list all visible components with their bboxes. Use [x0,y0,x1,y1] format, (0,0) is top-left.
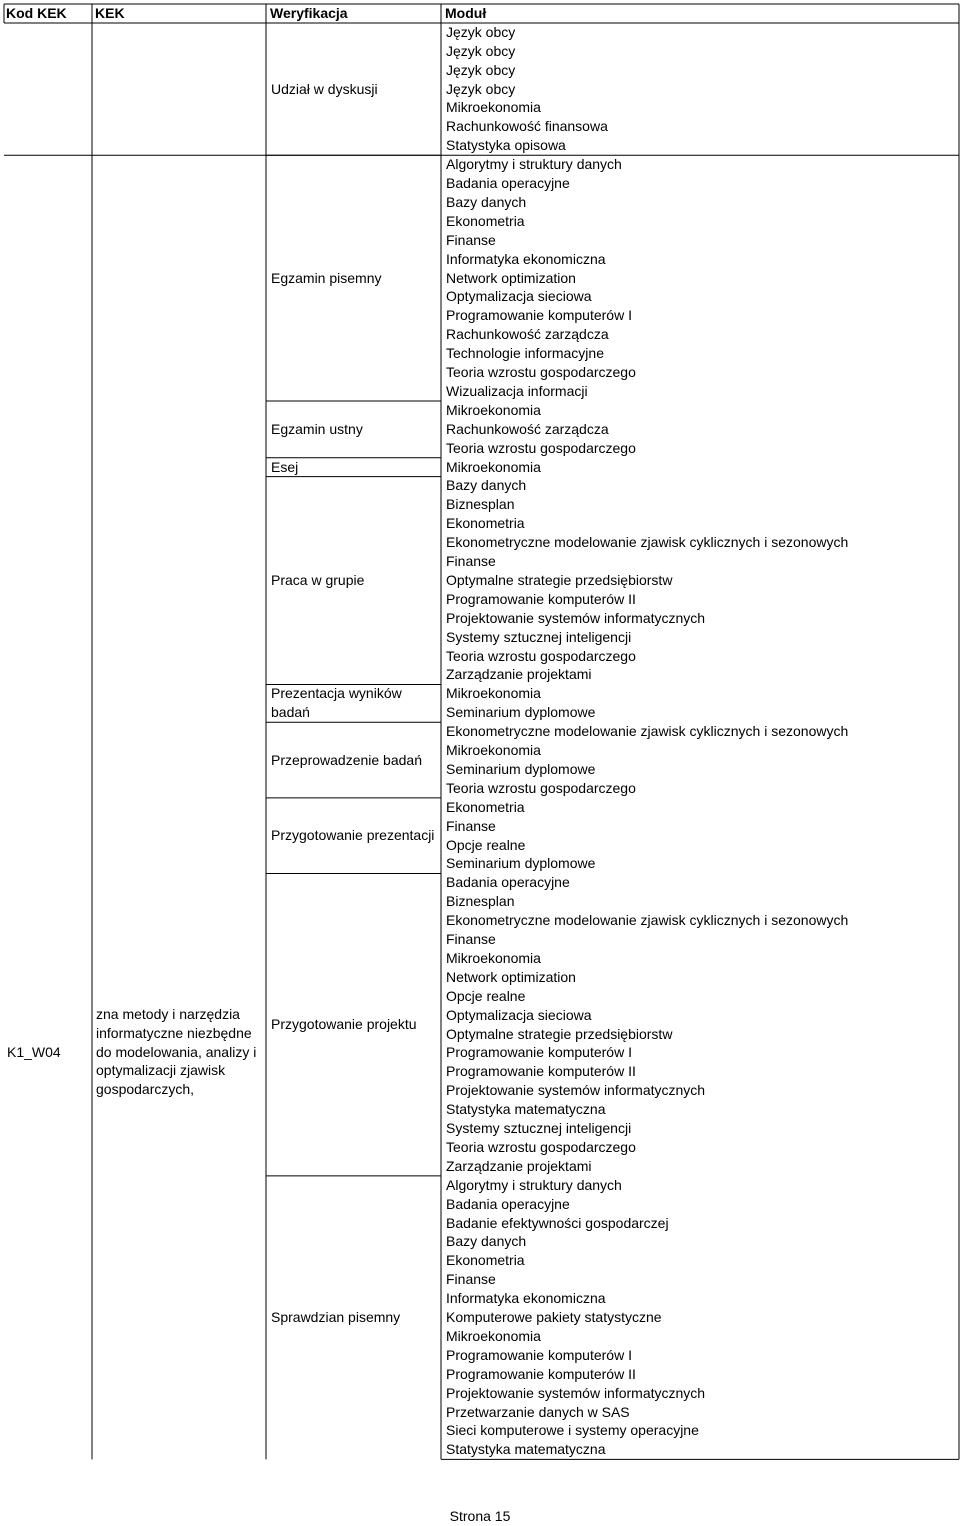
module-cell: Badanie efektywności gospodarczej [446,1214,669,1231]
module-cell: Teoria wzrostu gospodarczego [446,364,636,381]
module-cell: Optymalne strategie przedsiębiorstw [446,571,673,588]
module-cell: Systemy sztucznej inteligencji [446,1120,632,1137]
module-cell: Mikroekonomia [446,685,541,702]
module-cell: Projektowanie systemów informatycznych [446,1384,706,1401]
module-cell: Teoria wzrostu gospodarczego [446,1138,636,1155]
module-cell: Finanse [446,231,496,248]
module-cell: Mikroekonomia [446,401,541,418]
module-cell: Biznesplan [446,893,515,910]
module-cell: Algorytmy i struktury danych [446,156,622,173]
weryfikacja-cell: Egzamin pisemny [271,269,382,286]
module-cell: Badania operacyjne [446,175,570,192]
module-cell: Optymalizacja sieciowa [446,288,592,305]
module-cell: Programowanie komputerów II [446,1063,636,1080]
module-cell: Ekonometria [446,212,525,229]
module-cell: Finanse [446,1271,496,1288]
module-cell: Finanse [446,931,496,948]
module-cell: Programowanie komputerów I [446,1044,632,1061]
weryfikacja-cell: Egzamin ustny [271,420,363,437]
header-row [4,4,959,23]
module-cell: Mikroekonomia [446,1327,541,1344]
module-cell: Network optimization [446,269,576,286]
weryfikacja-cell: Prezentacja wyników badań [271,685,402,721]
module-cell: Teoria wzrostu gospodarczego [446,439,636,456]
header-modul: Moduł [445,5,487,21]
module-cell: Programowanie komputerów I [446,1346,632,1363]
module-cell: Mikroekonomia [446,742,541,759]
module-cell: Statystyka matematyczna [446,1441,606,1458]
header-weryfikacja: Weryfikacja [270,5,348,21]
header-kod-kek: Kod KEK [6,5,67,21]
weryfikacja-cell: Esej [271,458,299,475]
module-cell: Biznesplan [446,496,515,513]
weryfikacja-cell: Przygotowanie projektu [271,1016,417,1033]
page-number: Strona 15 [449,1508,511,1524]
module-cell: Wizualizacja informacji [446,382,588,399]
module-cell: Seminarium dyplomowe [446,704,596,721]
module-cell: Bazy danych [446,193,527,210]
module-cell: Rachunkowość finansowa [446,118,608,135]
module-cell: Informatyka ekonomiczna [446,250,606,267]
module-cell: Opcje realne [446,987,526,1004]
module-cell: Ekonometria [446,1252,525,1269]
module-cell: Statystyka matematyczna [446,1101,606,1118]
weryfikacja-cell: Praca w grupie [271,571,365,588]
module-cell: Zarządzanie projektami [446,1157,592,1174]
module-cell: Język obcy [446,80,516,97]
module-cell: Sieci komputerowe i systemy operacyjne [446,1422,699,1439]
module-cell: Ekonometria [446,515,525,532]
module-cell: Język obcy [446,23,516,40]
module-cell: Programowanie komputerów I [446,307,632,324]
module-cell: Mikroekonomia [446,949,541,966]
module-cell: Mikroekonomia [446,458,541,475]
module-cell: Systemy sztucznej inteligencji [446,628,632,645]
module-cell: Projektowanie systemów informatycznych [446,609,706,626]
module-cell: Ekonometryczne modelowanie zjawisk cyklicznych i sezonowych [446,912,849,929]
module-cell: Teoria wzrostu gospodarczego [446,647,636,664]
module-cell: Finanse [446,817,496,834]
module-cell: Statystyka opisowa [446,137,566,154]
module-cell: Seminarium dyplomowe [446,855,596,872]
module-cell: Rachunkowość zarządcza [446,326,609,343]
module-cell: Optymalne strategie przedsiębiorstw [446,1025,673,1042]
module-cell: Programowanie komputerów II [446,590,636,607]
module-cell: Teoria wzrostu gospodarczego [446,779,636,796]
module-cell: Algorytmy i struktury danych [446,1176,622,1193]
module-cell: Network optimization [446,968,576,985]
weryfikacja-cell: Przeprowadzenie badań [271,751,422,768]
header-kek: KEK [95,5,125,21]
module-cell: Komputerowe pakiety statystyczne [446,1309,662,1326]
module-cell: Badania operacyjne [446,1195,570,1212]
module-cell: Bazy danych [446,1233,527,1250]
weryfikacja-cell: Udział w dyskusji [271,80,378,97]
module-cell: Język obcy [446,42,516,59]
module-cell: Język obcy [446,61,516,78]
module-cell: Badania operacyjne [446,874,570,891]
weryfikacja-cell: Przygotowanie prezentacji [271,827,435,844]
module-cell: Rachunkowość zarządcza [446,420,609,437]
module-cell: Ekonometryczne modelowanie zjawisk cyklicznych i sezonowych [446,534,849,551]
module-cell: Ekonometria [446,798,525,815]
module-cell: Seminarium dyplomowe [446,760,596,777]
weryfikacja-cell: Sprawdzian pisemny [271,1309,401,1326]
module-cell: Programowanie komputerów II [446,1365,636,1382]
kod-kek-value: K1_W04 [7,1044,61,1060]
module-cell: Bazy danych [446,477,527,494]
module-cell: Mikroekonomia [446,99,541,116]
module-cell: Technologie informacyjne [446,345,604,362]
module-cell: Ekonometryczne modelowanie zjawisk cyklicznych i sezonowych [446,723,849,740]
module-cell: Opcje realne [446,836,526,853]
module-cell: Finanse [446,553,496,570]
module-cell: Optymalizacja sieciowa [446,1006,592,1023]
kek-value: zna metody i narzędzia informatyczne niezbędne do modelowania, analizy i optymalizacji zjawisk gospodarczych, [96,1006,257,1098]
module-cell: Informatyka ekonomiczna [446,1290,606,1307]
module-cell: Projektowanie systemów informatycznych [446,1082,706,1099]
module-cell: Zarządzanie projektami [446,666,592,683]
module-cell: Przetwarzanie danych w SAS [446,1403,630,1420]
